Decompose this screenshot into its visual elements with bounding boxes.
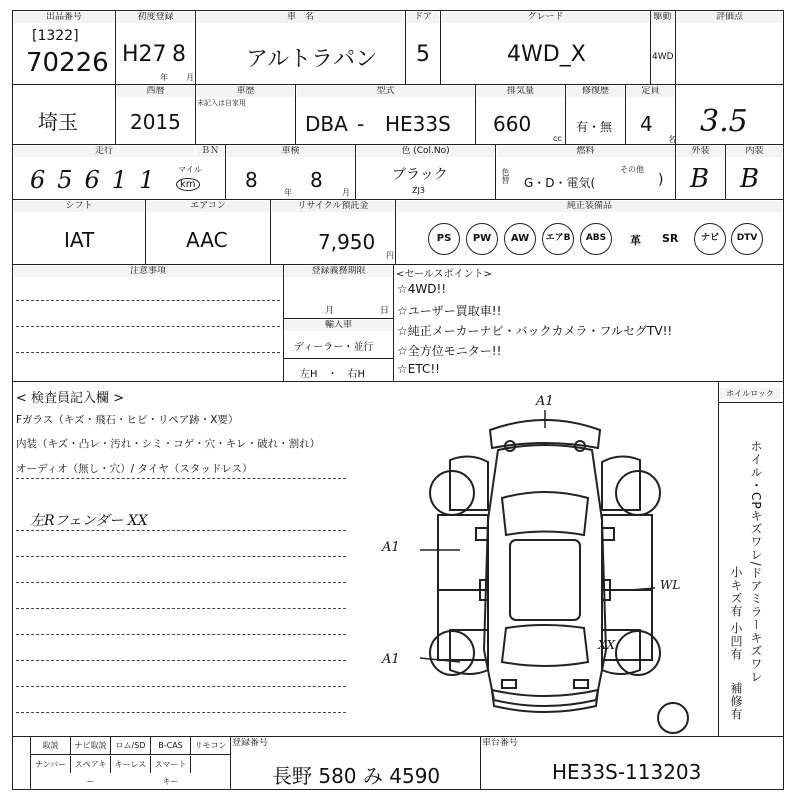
equip-label: 純正装備品 xyxy=(397,201,782,212)
cc-label: 排気量 xyxy=(477,86,564,97)
plate-label: 登録番号 xyxy=(232,738,292,749)
sales-label: <セールスポイント> xyxy=(396,269,492,280)
mileage: 65611 xyxy=(30,166,167,194)
score: 3.5 xyxy=(700,104,748,139)
inspector-handwritten: 左Rフェンダー XX xyxy=(30,513,148,529)
name-label: 車 名 xyxy=(197,12,404,23)
cc-unit: cc xyxy=(553,134,562,143)
inspector-title: < 検査員記入欄 > xyxy=(16,391,125,406)
grade: 4WD_X xyxy=(507,42,586,67)
interior-grade: B xyxy=(740,164,760,194)
recycle-yen: 円 xyxy=(386,251,394,260)
wheel-lock-label: ホイルロック xyxy=(720,388,780,399)
history-note: 未記入は自家用 xyxy=(197,99,246,107)
cc-value: 660 xyxy=(493,112,532,136)
model: HE33S xyxy=(385,112,451,136)
equip-airbag: エアB xyxy=(542,223,574,255)
drive-label: 駆動 xyxy=(651,12,674,23)
door-label: ドア xyxy=(407,12,439,23)
km-unit: km xyxy=(176,178,200,191)
equip-abs: ABS xyxy=(580,223,612,255)
fuel-close: ) xyxy=(658,172,664,188)
capacity-unit: 名 xyxy=(668,135,676,144)
region: 埼玉 xyxy=(38,110,78,134)
reg-label: 初度登録 xyxy=(117,12,194,23)
footer-item-bcas: B-CAS xyxy=(151,737,191,754)
color-label: 色 (Col.No) xyxy=(357,146,494,157)
footer-item-plate: ナンバー xyxy=(31,756,71,773)
vertical-note-b: 小凹有 xyxy=(729,622,743,661)
equip-sunroof: SR xyxy=(662,232,679,245)
capacity-label: 定員 xyxy=(627,86,674,97)
footer-item-navi-manual: ナビ取説 xyxy=(71,737,111,754)
footer-item-spare-key: スペアキー xyxy=(71,756,111,773)
exterior-grade: B xyxy=(690,164,710,194)
sales-point-1: ☆4WD!! xyxy=(397,282,447,296)
color: ブラック xyxy=(392,167,448,183)
mile-unit: マイル xyxy=(178,165,202,174)
footer-item-keyless: キーレス xyxy=(111,756,151,773)
interior-label: 内装 xyxy=(727,146,782,157)
expiry-day: 日 xyxy=(380,306,390,316)
grade-label: グレード xyxy=(442,12,649,23)
year: 2015 xyxy=(130,110,181,134)
footer-item-remote: リモコン xyxy=(194,741,227,750)
vertical-note-c: 補修有 xyxy=(729,682,743,721)
damage-a1-front: A1 xyxy=(536,394,554,409)
damage-a1-rear: A1 xyxy=(382,652,400,667)
equip-navi: ナビ xyxy=(694,223,726,255)
reg-month-unit: 月 xyxy=(186,73,194,82)
drive: 4WD xyxy=(652,52,674,62)
damage-a1-left-door: A1 xyxy=(382,540,400,555)
car-diagram xyxy=(380,400,710,735)
plate-number: 長野 580 み 4590 xyxy=(272,764,441,788)
exterior-label: 外装 xyxy=(677,146,724,157)
lot-label: 出品番号 xyxy=(14,12,114,23)
import-label: 輸入車 xyxy=(285,320,392,331)
recycle-fee: 7,950 xyxy=(318,230,376,254)
dealer-type: ディーラー・並行 xyxy=(294,342,374,353)
equip-dtv: DTV xyxy=(731,223,763,255)
reg-month: 8 xyxy=(172,42,186,67)
steering: 左H ・ 右H xyxy=(300,369,366,380)
color-change-label: 色替 xyxy=(501,168,510,184)
sales-point-3: ☆純正メーカーナビ・バックカメラ・フルセグTV!! xyxy=(397,324,673,338)
history-label: 車歴 xyxy=(197,86,294,97)
score-label: 評価点 xyxy=(677,12,782,23)
lot-number: 70226 xyxy=(26,48,109,78)
insp-year: 8 xyxy=(245,168,258,192)
ac: AAC xyxy=(186,228,228,252)
doors: 5 xyxy=(416,42,430,67)
car-name: アルトラパン xyxy=(246,47,378,72)
equip-leather: 革 xyxy=(630,234,641,247)
insp-month-unit: 月 xyxy=(342,188,350,197)
lot-sub: [1322] xyxy=(32,28,79,44)
equip-pw: PW xyxy=(466,223,498,255)
vertical-note-a: 小キズ有 xyxy=(729,566,743,618)
expiry-month: 月 xyxy=(325,306,335,316)
inspector-line-1: Fガラス（キズ・飛石・ヒビ・リペア跡・X要） xyxy=(16,414,239,426)
footer-item-manual: 取説 xyxy=(31,737,71,754)
mileage-label: 走行 xyxy=(14,146,194,157)
repair-value: 有・無 xyxy=(576,120,613,134)
model-label: 型式 xyxy=(297,86,474,97)
reg-year-unit: 年 xyxy=(160,73,168,82)
inspection-label: 車検 xyxy=(227,146,354,157)
insp-year-unit: 年 xyxy=(284,188,292,197)
insp-month: 8 xyxy=(310,168,323,192)
shift-label: シフト xyxy=(14,201,144,212)
reg-expiry-label: 登録義務期限 xyxy=(285,266,392,277)
equip-aw: AW xyxy=(504,223,536,255)
damage-xx: XX xyxy=(598,638,616,652)
chassis-number: HE33S-113203 xyxy=(552,760,702,784)
ac-label: エアコン xyxy=(147,201,269,212)
shift: IAT xyxy=(64,228,95,252)
fuel-other: その他 xyxy=(620,165,644,174)
footer-item-rom-sd: ロム/SD xyxy=(111,737,151,754)
sales-point-5: ☆ETC!! xyxy=(397,362,440,376)
fuel-label: 燃料 xyxy=(497,146,674,157)
capacity: 4 xyxy=(640,112,653,136)
chassis-label: 車台番号 xyxy=(482,738,542,749)
model-prefix: DBA xyxy=(305,112,348,136)
inspector-line-2: 内装（キズ・凸レ・汚れ・シミ・コゲ・穴・キレ・破れ・割れ） xyxy=(16,438,321,450)
fuel: G・D・電気( xyxy=(524,176,596,190)
year-label: 西暦 xyxy=(117,86,194,97)
vertical-note-main: ホイル・CPキズワレ/ドアミラーキズワレ xyxy=(749,440,763,684)
sales-point-4: ☆全方位モニター!! xyxy=(397,344,502,358)
recycle-label: リサイクル預託金 xyxy=(272,201,394,212)
color-no: ZJ3 xyxy=(412,186,425,195)
equip-ps: PS xyxy=(428,223,460,255)
repair-label: 修復歴 xyxy=(567,86,624,97)
model-dash: - xyxy=(357,112,365,136)
footer-item-smart-key: スマートキー xyxy=(151,756,191,773)
sales-point-2: ☆ユーザー買取車!! xyxy=(397,304,502,318)
damage-wl: WL xyxy=(660,578,681,592)
caution-label: 注意事項 xyxy=(14,266,282,277)
reg-era: H27 xyxy=(122,42,167,67)
inspector-line-3: オーディオ（無し・穴）/ タイヤ（スタッドレス） xyxy=(16,463,253,475)
thousand-label: ＢＮ xyxy=(196,146,224,157)
